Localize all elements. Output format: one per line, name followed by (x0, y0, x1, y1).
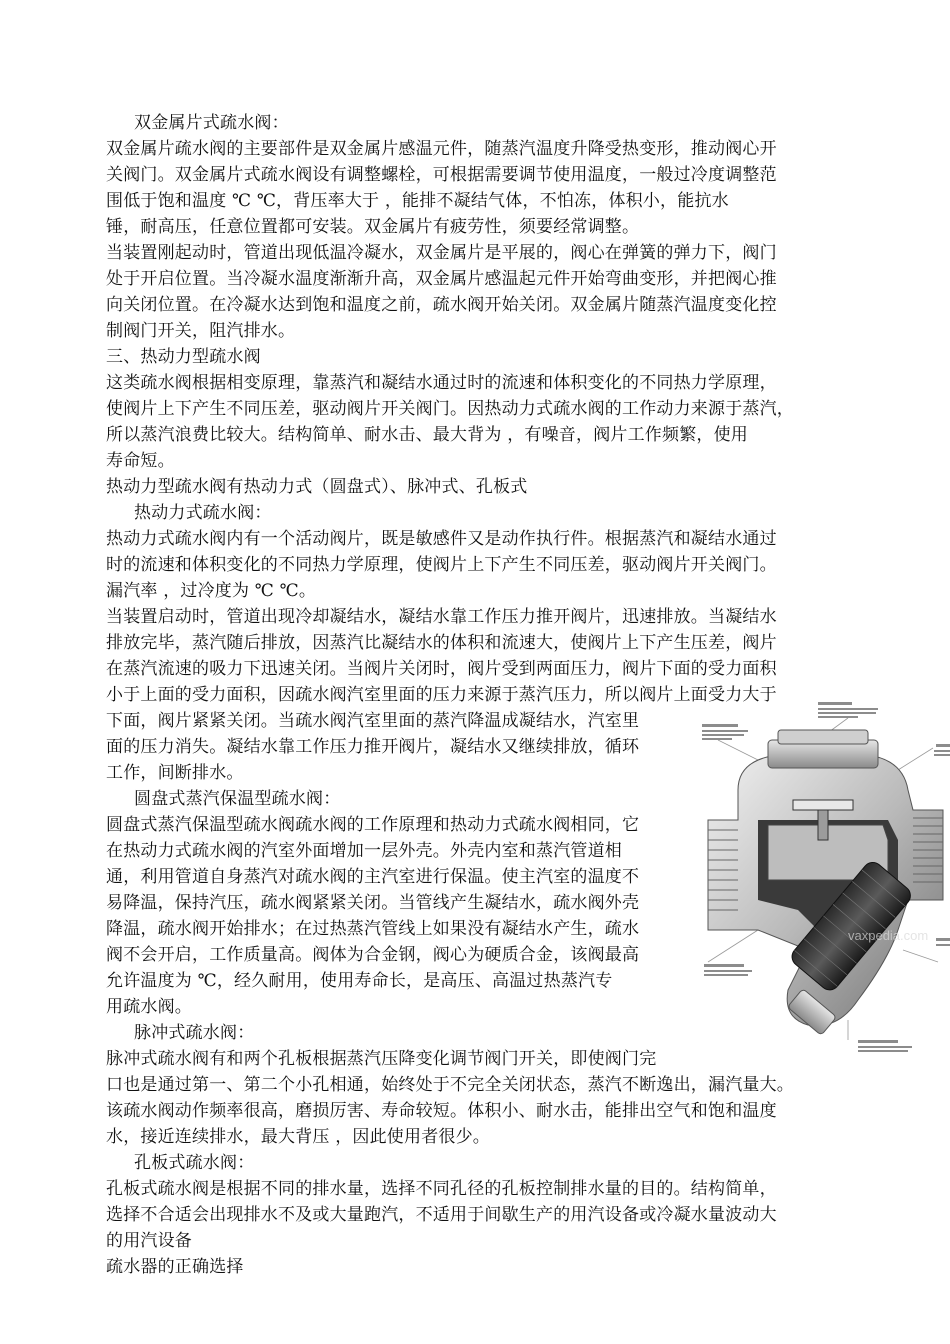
text-line: 孔板式疏水阀是根据不同的排水量，选择不同孔径的孔板控制排水量的目的。结构简单， (106, 1179, 777, 1199)
steam-trap-cutaway-figure (698, 700, 950, 1072)
text-line: 小于上面的受力面积，因疏水阀汽室里面的压力来源于蒸汽压力，所以阀片上面受力大于 (106, 685, 777, 705)
text-line: 关阀门。双金属片式疏水阀设有调整螺栓，可根据需要调节使用温度，一般过冷度调整范 (106, 165, 777, 185)
text-line: 面的压力消失。凝结水靠工作压力推开阀片，凝结水又继续排放，循环 (106, 737, 640, 757)
text-line: 下面，阀片紧紧关闭。当疏水阀汽室里面的蒸汽降温成凝结水，汽室里 (106, 711, 640, 731)
text-line: 使阀片上下产生不同压差，驱动阀片开关阀门。因热动力式疏水阀的工作动力来源于蒸汽， (106, 399, 794, 419)
text-line: 锤，耐高压，任意位置都可安装。双金属片有疲劳性，须要经常调整。 (106, 217, 640, 237)
text-line: 热动力型疏水阀有热动力式（圆盘式）、脉冲式、孔板式 (106, 477, 528, 497)
text-line: 通，利用管道自身蒸汽对疏水阀的主汽室进行保温。使主汽室的温度不 (106, 867, 640, 887)
text-line: 疏水器的正确选择 (106, 1257, 244, 1277)
text-line: 阀不会开启，工作质量高。阀体为合金钢，阀心为硬质合金，该阀最高 (106, 945, 640, 965)
text-line: 向关闭位置。在冷凝水达到饱和温度之前，疏水阀开始关闭。双金属片随蒸汽温度变化控 (106, 295, 777, 315)
text-line: 当装置启动时，管道出现冷却凝结水，凝结水靠工作压力推开阀片，迅速排放。当凝结水 (106, 607, 777, 627)
text-line: 这类疏水阀根据相变原理，靠蒸汽和凝结水通过时的流速和体积变化的不同热力学原理， (106, 373, 777, 393)
heading-thermodynamic-trap: 热动力式疏水阀： (134, 503, 272, 523)
text-line: 漏汽率 ，过冷度为 ℃ ℃。 (106, 581, 317, 601)
heading-orifice-trap: 孔板式疏水阀： (134, 1153, 255, 1173)
text-line: 当装置刚起动时，管道出现低温冷凝水，双金属片是平展的，阀心在弹簧的弹力下，阀门 (106, 243, 777, 263)
text-line: 在蒸汽流速的吸力下迅速关闭。当阀片关闭时，阀片受到两面压力，阀片下面的受力面积 (106, 659, 777, 679)
text-line: 易降温，保持汽压，疏水阀紧紧关闭。当管线产生凝结水，疏水阀外壳 (106, 893, 640, 913)
heading-pulse-trap: 脉冲式疏水阀： (134, 1023, 255, 1043)
text-line: 脉冲式疏水阀有和两个孔板根据蒸汽压降变化调节阀门开关，即使阀门完 (106, 1049, 657, 1069)
heading-bimetal: 双金属片式疏水阀： (134, 113, 289, 133)
text-line: 降温，疏水阀开始排水；在过热蒸汽管线上如果没有凝结水产生，疏水 (106, 919, 640, 939)
text-line: 水，接近连续排水，最大背压 ，因此使用者很少。 (106, 1127, 491, 1147)
text-line: 制阀门开关，阻汽排水。 (106, 321, 296, 341)
watermark-text: vaxpedia.com (848, 928, 929, 943)
text-line: 寿命短。 (106, 451, 175, 471)
text-line: 的用汽设备 (106, 1231, 192, 1251)
text-line: 围低于饱和温度 ℃ ℃，背压率大于 ，能排不凝结气体，不怕冻，体积小，能抗水 (106, 191, 729, 211)
text-line: 该疏水阀动作频率很高，磨损厉害、寿命较短。体积小、耐水击，能排出空气和饱和温度 (106, 1101, 777, 1121)
heading-disc-insulated-trap: 圆盘式蒸汽保温型疏水阀： (134, 789, 341, 809)
section-heading-thermodynamic: 三、热动力型疏水阀 (106, 347, 261, 367)
text-line: 时的流速和体积变化的不同热力学原理，使阀片上下产生不同压差，驱动阀片开关阀门。 (106, 555, 777, 575)
text-line: 用疏水阀。 (106, 997, 192, 1017)
text-line: 排放完毕，蒸汽随后排放，因蒸汽比凝结水的体积和流速大，使阀片上下产生压差，阀片 (106, 633, 777, 653)
text-line: 圆盘式蒸汽保温型疏水阀疏水阀的工作原理和热动力式疏水阀相同，它 (106, 815, 640, 835)
text-line: 口也是通过第一、第二个小孔相通，始终处于不完全关闭状态，蒸汽不断逸出，漏汽量大。 (106, 1075, 794, 1095)
text-line: 处于开启位置。当冷凝水温度渐渐升高，双金属片感温起元件开始弯曲变形，并把阀心推 (106, 269, 777, 289)
text-line: 双金属片疏水阀的主要部件是双金属片感温元件，随蒸汽温度升降受热变形，推动阀心开 (106, 139, 777, 159)
text-line: 热动力式疏水阀内有一个活动阀片，既是敏感件又是动作执行件。根据蒸汽和凝结水通过 (106, 529, 777, 549)
text-line: 允许温度为 ℃，经久耐用，使用寿命长，是高压、高温过热蒸汽专 (106, 971, 613, 991)
text-line: 选择不合适会出现排水不及或大量跑汽，不适用于间歇生产的用汽设备或冷凝水量波动大 (106, 1205, 777, 1225)
text-line: 所以蒸汽浪费比较大。结构简单、耐水击、最大背为 ，有噪音，阀片工作频繁，使用 (106, 425, 749, 445)
text-line: 工作，间断排水。 (106, 763, 244, 783)
text-line: 在热动力式疏水阀的汽室外面增加一层外壳。外壳内室和蒸汽管道相 (106, 841, 622, 861)
